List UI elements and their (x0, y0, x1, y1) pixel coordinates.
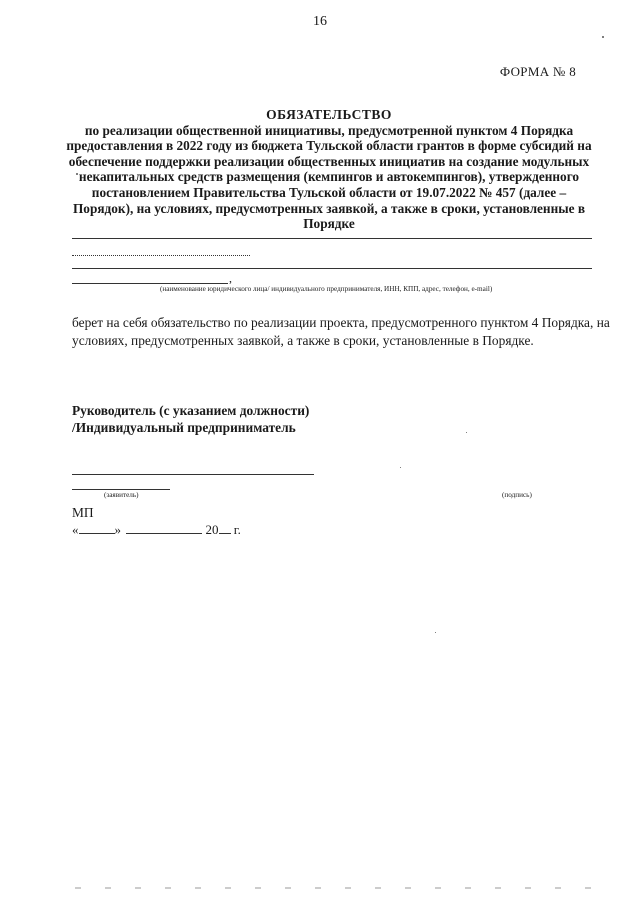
obligation-line: берет на себя обязательство по реализации проекта, предусмотренного пунктом 4 Порядка, на (72, 315, 610, 330)
form-label: ФОРМА № 8 (499, 64, 576, 79)
page-number: 16 (313, 14, 327, 29)
scan-artifact-bottom (75, 887, 595, 889)
date-suffix: г. (233, 522, 241, 537)
signature-caption-label: (подпись) (502, 491, 532, 499)
title-line: обеспечение поддержки реализации общественных инициатив на создание модульных (68, 153, 590, 169)
title-heading: ОБЯЗАТЕЛЬСТВО (266, 107, 392, 122)
applicant-comma: , (229, 271, 232, 285)
applicant-caption-label: (заявитель) (104, 491, 139, 499)
title-line: по реализации общественной инициативы, предусмотренной пунктом 4 Порядка (84, 122, 574, 138)
date-month-field[interactable] (126, 523, 202, 534)
obligation-line: условиях, предусмотренных заявкой, а также в сроки, установленные в Порядке. (72, 332, 534, 348)
signatory-title-line: Руководитель (с указанием должности) (72, 403, 310, 418)
signatory-title (72, 403, 309, 436)
signatory-title-line: /Индивидуальный предприниматель (72, 419, 296, 435)
applicant-caption: (наименование юридического лица/ индивидуального предпринимателя, ИНН, КПП, адрес, телефон, e-mail) (160, 285, 493, 293)
seal-placeholder: МП (72, 505, 94, 520)
title-line: Порядке (303, 216, 355, 232)
scan-speck (400, 467, 401, 468)
date-year-field[interactable] (219, 523, 231, 534)
date-day-field[interactable] (79, 523, 115, 534)
scan-speck (466, 432, 467, 433)
applicant-line-1[interactable] (72, 238, 592, 239)
date-year: 20 (205, 522, 219, 537)
applicant-short-line[interactable] (72, 489, 170, 490)
scan-speck (76, 173, 78, 175)
applicant-line-4[interactable] (72, 283, 228, 284)
date-row (72, 522, 241, 538)
scan-speck (435, 632, 436, 633)
scan-speck (602, 36, 604, 38)
applicant-line-3[interactable] (72, 268, 592, 269)
title-line: предоставления в 2022 году из бюджета Тульской области грантов в форме субсидий на (66, 138, 592, 154)
applicant-line-2[interactable] (72, 255, 250, 256)
applicant-signature-line[interactable] (72, 474, 314, 475)
obligation-text (72, 314, 612, 349)
title-line: некапитальных средств размещения (кемпингов и автокемпингов), утвержденного (78, 169, 580, 185)
date-open-quote: « (72, 522, 79, 537)
title-line: постановлением Правительства Тульской области от 19.07.2022 № 457 (далее – (91, 184, 567, 200)
date-close-quote: » (114, 522, 121, 537)
document-title (64, 107, 594, 232)
title-line: Порядок), на условиях, предусмотренных заявкой, а также в сроки, установленные в (72, 200, 586, 216)
